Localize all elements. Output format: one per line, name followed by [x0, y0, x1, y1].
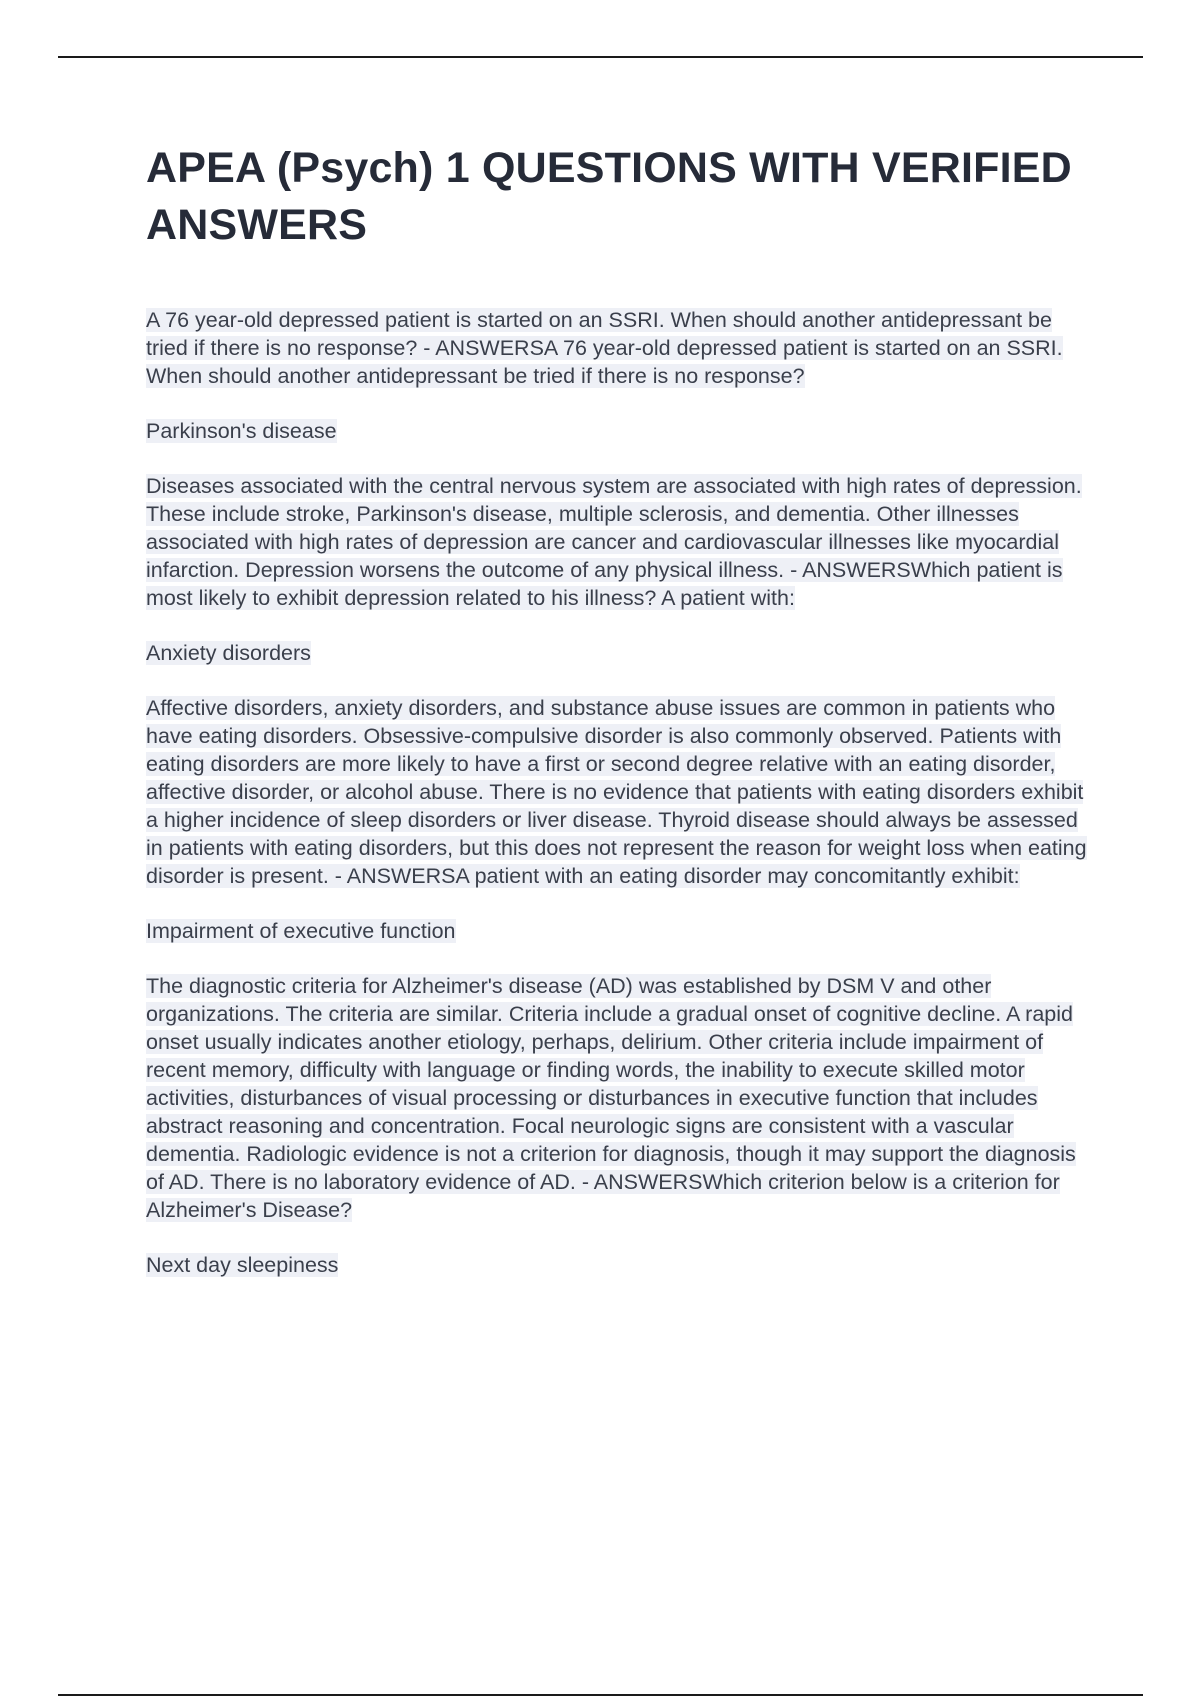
question-paragraph — [146, 306, 1096, 390]
question-paragraph — [146, 472, 1096, 612]
answer-paragraph — [146, 1251, 1096, 1279]
question-paragraph — [146, 972, 1096, 1224]
paragraph-text: A 76 year-old depressed patient is started on an SSRI. When should another antidepressant be tried if there is no response? - ANSWERSA 76 year-old depressed patient is started on an SSRI. When should another antidepressant be tried if there is no response? — [146, 308, 1063, 388]
footer-rule — [58, 1694, 1143, 1696]
answer-paragraph — [146, 917, 1096, 945]
paragraph-text: Next day sleepiness — [146, 1253, 339, 1277]
paragraph-text: Impairment of executive function — [146, 919, 456, 943]
document-body — [146, 140, 1096, 1306]
document-title: APEA (Psych) 1 QUESTIONS WITH VERIFIED ANSWERS — [146, 144, 1072, 249]
answer-paragraph — [146, 639, 1096, 667]
answer-paragraph — [146, 417, 1096, 445]
paragraph-text: Parkinson's disease — [146, 419, 337, 443]
paragraph-text: Affective disorders, anxiety disorders, and substance abuse issues are common in patients who have eating disorders. Obsessive-compulsive disorder is also commonly observed. Patients with eating disorders are more likely to have a first or second degree relative with an eating disorder, affective disorder, or alcohol abuse. There is no evidence that patients with eating disorders exhibit a higher incidence of sleep disorders or liver disease. Thyroid disease should always be assessed in patients with eating disorders, but this does not represent the reason for weight loss when eating disorder is present. - ANSWERSA patient with an eating disorder may concomitantly exhibit: — [146, 696, 1087, 888]
question-paragraph — [146, 694, 1096, 890]
paragraph-text: Anxiety disorders — [146, 641, 311, 665]
header-rule — [58, 56, 1143, 58]
paragraph-text: The diagnostic criteria for Alzheimer's disease (AD) was established by DSM V and other organizations. The criteria are similar. Criteria include a gradual onset of cognitive decline. A rapid onset usually indicates another etiology, perhaps, delirium. Other criteria include impairment of recent memory, difficulty with language or finding words, the inability to execute skilled motor activities, disturbances of visual processing or disturbances in executive function that includes abstract reasoning and concentration. Focal neurologic signs are consistent with a vascular dementia. Radiologic evidence is not a criterion for diagnosis, though it may support the diagnosis of AD. There is no laboratory evidence of AD. - ANSWERSWhich criterion below is a criterion for Alzheimer's Disease? — [146, 974, 1076, 1222]
qa-entries — [146, 306, 1096, 1279]
paragraph-text: Diseases associated with the central nervous system are associated with high rates of depression. These include stroke, Parkinson's disease, multiple sclerosis, and dementia. Other illnesses associated with high rates of depression are cancer and cardiovascular illnesses like myocardial infarction. Depression worsens the outcome of any physical illness. - ANSWERSWhich patient is most likely to exhibit depression related to his illness? A patient with: — [146, 474, 1082, 610]
